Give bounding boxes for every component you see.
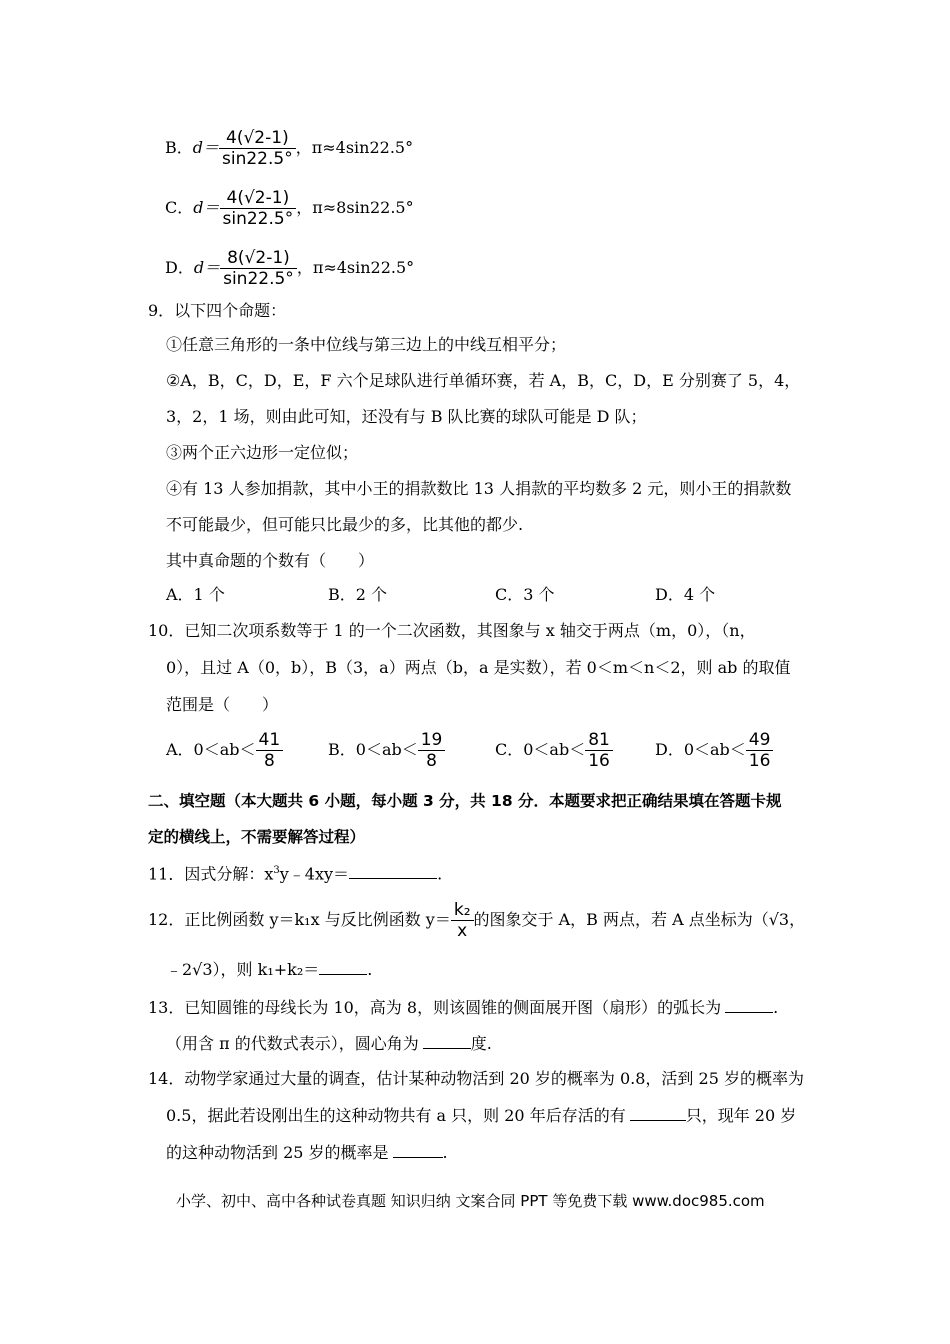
q14-survivors-blank[interactable]	[630, 1104, 686, 1121]
q12-line1: 12．正比例函数 y＝k₁x 与反比例函数 y＝ $\frac{\text{k₂}}{x}$ 的图象交于 A，B 两点，若 A 点坐标为（√3，	[148, 900, 806, 941]
q9-proposition-2-line2: 3，2，1 场，则由此可知，还没有与 B 队比赛的球队可能是 D 队；	[166, 407, 647, 426]
q9-question: 其中真命题的个数有（ ）	[166, 551, 375, 570]
q8-option-c: C．d＝ $\frac{4(√2-1)}{\sin 22.5^\circ}$ ，π≈8sin22.5°	[165, 188, 414, 229]
q9-proposition-1: ①任意三角形的一条中位线与第三边上的中线互相平分；	[166, 335, 567, 354]
q13-angle-blank[interactable]	[423, 1032, 471, 1049]
q9-option-d: D．4 个	[655, 585, 716, 604]
q9-proposition-4-line1: ④有 13 人参加捐款，其中小王的捐款数比 13 人捐款的平均数多 2 元，则小王的捐款数	[166, 479, 792, 498]
q14-line1: 14．动物学家通过大量的调查，估计某种动物活到 20 岁的概率为 0.8，活到 25 岁的概率为	[148, 1069, 804, 1088]
q11-answer-blank[interactable]	[349, 862, 437, 879]
q9-proposition-2-line1: ②A，B，C，D，E，F 六个足球队进行单循环赛，若 A，B，C，D，E 分别赛了 5，4，	[166, 371, 801, 390]
q10-option-b: B．0＜ab＜ $\frac{19}{8}$	[328, 730, 445, 771]
q10-option-d: D．0＜ab＜ $\frac{49}{16}$	[655, 730, 773, 771]
q13-arc-blank[interactable]	[725, 996, 773, 1013]
q14-line3: 的这种动物活到 25 岁的概率是 .	[166, 1143, 448, 1162]
q10-line3: 范围是（ ）	[166, 695, 279, 714]
q10-option-c: C．0＜ab＜ $\frac{81}{16}$	[495, 730, 613, 771]
q8-c-fraction: $\frac{4(√2-1)}{\sin 22.5^\circ}$	[220, 188, 297, 229]
q9-stem: 9．以下四个命题：	[148, 301, 287, 320]
section2-heading-line1: 二、填空题（本大题共 6 小题，每小题 3 分，共 18 分．本题要求把正确结果填在答题卡规	[148, 792, 782, 810]
q10-line2: 0），且过 A（0，b），B（3，a）两点（b，a 是实数），若 0＜m＜n＜2，则 ab 的取值	[166, 658, 791, 677]
q9-option-c: C．3 个	[495, 585, 555, 604]
q13-line2: （用含 π 的代数式表示），圆心角为 度.	[166, 1034, 492, 1053]
q8-option-b: B．d＝ $\frac{4(√2-1)}{\sin 22.5^\circ}$ ，π≈4sin22.5°	[165, 128, 414, 169]
page-footer: 小学、初中、高中各种试卷真题 知识归纳 文案合同 PPT 等免费下载 www.doc985.com	[176, 1192, 765, 1210]
q9-option-b: B．2 个	[328, 585, 388, 604]
q12-line2: ﹣2√3），则 k₁+k₂＝ .	[166, 960, 373, 979]
q14-probability-blank[interactable]	[393, 1141, 443, 1158]
q9-proposition-3: ③两个正六边形一定位似；	[166, 443, 359, 462]
q8-d-fraction: $\frac{8(√2-1)}{\sin 22.5^\circ}$	[220, 248, 297, 289]
q14-line2: 0.5，据此若设刚出生的这种动物共有 a 只，则 20 年后存活的有 只，现年 20 岁	[166, 1106, 797, 1125]
q13-line1: 13．已知圆锥的母线长为 10，高为 8，则该圆锥的侧面展开图（扇形）的弧长为 .	[148, 998, 779, 1017]
q10-option-a: A．0＜ab＜ $\frac{41}{8}$	[166, 730, 283, 771]
q9-option-a: A．1 个	[166, 585, 225, 604]
q10-line1: 10．已知二次项系数等于 1 的一个二次函数，其图象与 x 轴交于两点（m，0），（n，	[148, 621, 756, 640]
q8-option-d: D．d＝ $\frac{8(√2-1)}{\sin 22.5^\circ}$ ，π≈4sin22.5°	[165, 248, 415, 289]
q12-fraction: $\frac{\text{k₂}}{x}$	[451, 900, 474, 941]
q9-proposition-4-line2: 不可能最少，但可能只比最少的多，比其他的都少.	[166, 515, 524, 534]
section2-heading-line2: 定的横线上，不需要解答过程）	[148, 828, 366, 846]
q8-b-fraction: $\frac{4(√2-1)}{\sin 22.5^\circ}$	[219, 128, 296, 169]
q11: 11．因式分解：$x^3y﹣4xy=$ .	[148, 864, 443, 884]
q12-answer-blank[interactable]	[319, 958, 367, 975]
